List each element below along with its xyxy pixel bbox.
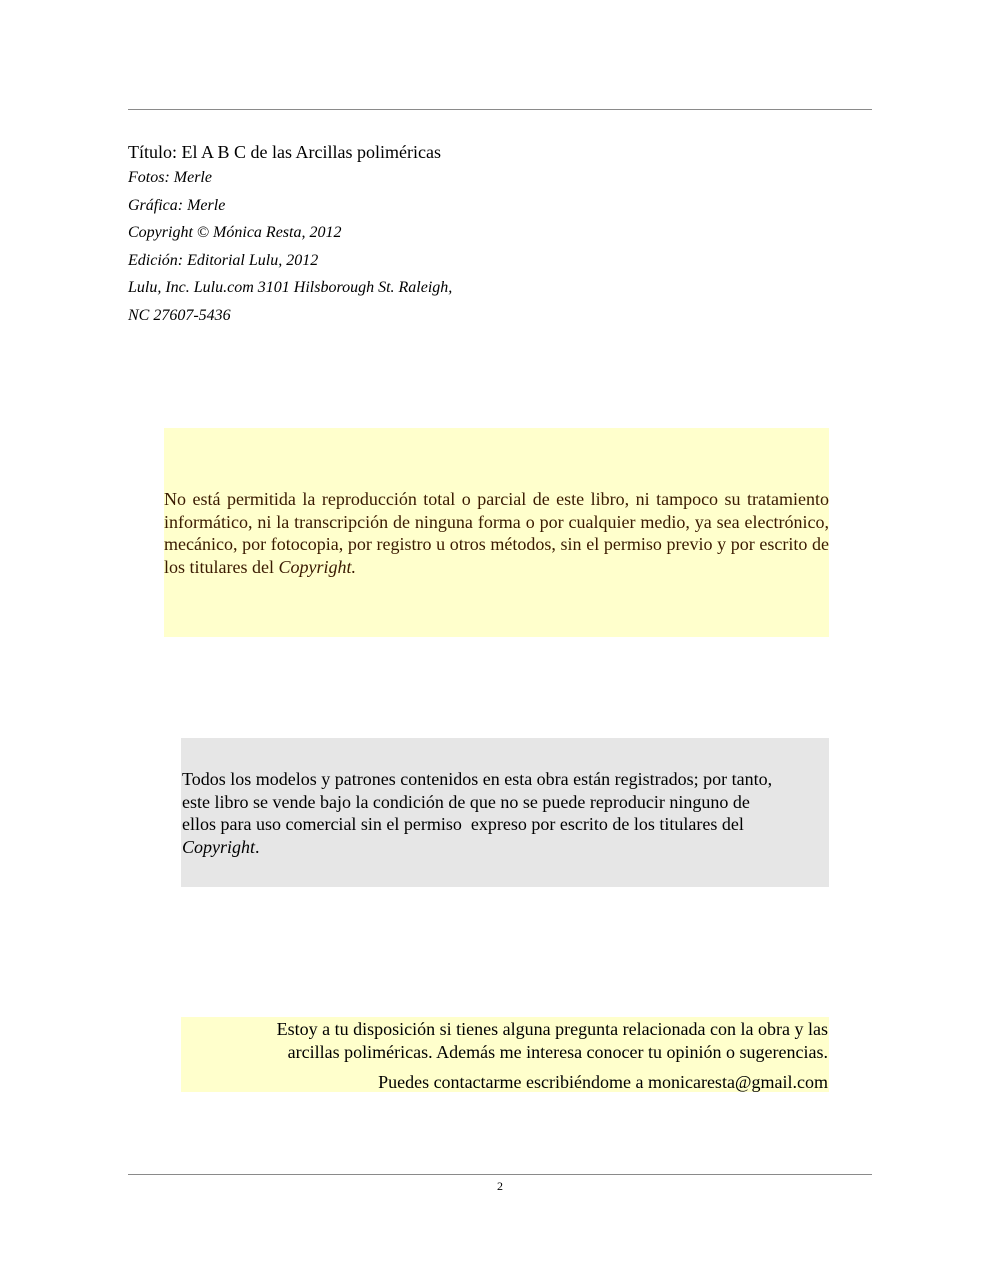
copyright-emphasis: Copyright <box>182 836 256 857</box>
credit-edition: Edición: Editorial Lulu, 2012 <box>128 251 319 269</box>
contact-email-prefix: Puedes contactarme escribiéndome a <box>378 1072 648 1092</box>
credit-graphics: Gráfica: Merle <box>128 196 226 214</box>
models-registered-box <box>181 738 829 887</box>
contact-email-line <box>181 1071 829 1094</box>
book-title: Título: El A B C de las Arcillas poliméricas <box>128 142 441 162</box>
credit-photos: Fotos: Merle <box>128 169 212 186</box>
contact-line-1: Estoy a tu disposición si tienes alguna pregunta relacionada con la obra y las <box>276 1019 828 1039</box>
copyright-emphasis: Copyright. <box>278 556 356 577</box>
models-line-4 <box>181 836 829 859</box>
credit-publisher-zip: NC 27607-5436 <box>128 306 231 324</box>
contact-box <box>181 1017 829 1092</box>
reproduction-notice-body: No está permitida la reproducción total o parcial de este libro, ni tampoco su tratamiento informático, ni la transcripción de ninguna forma o por cualquier medio, ya sea electrónico, mecánico, por fotocopia, por registro u otros métodos, sin el permiso previo y por escrito de los titulares del <box>164 489 829 577</box>
models-trailing: . <box>255 836 260 857</box>
footer-rule <box>128 1174 872 1175</box>
models-line-3: ellos para uso comercial sin el permiso expreso por escrito de los titulares del <box>182 814 744 834</box>
contact-line-2: arcillas poliméricas. Además me interesa conocer tu opinión o sugerencias. <box>287 1041 828 1062</box>
reproduction-notice-text <box>164 488 829 578</box>
page-number: 2 <box>497 1179 503 1193</box>
credit-copyright: Copyright © Mónica Resta, 2012 <box>128 224 342 242</box>
reproduction-notice-box <box>164 428 829 637</box>
models-line-1: Todos los modelos y patrones contenidos en esta obra están registrados; por tanto, <box>182 769 773 789</box>
models-line-2: este libro se vende bajo la condición de que no se puede reproducir ninguno de <box>182 791 750 812</box>
contact-email[interactable]: monicaresta@gmail.com <box>647 1072 828 1092</box>
credit-publisher-address: Lulu, Inc. Lulu.com 3101 Hilsborough St. Raleigh, <box>128 279 453 297</box>
credits-block <box>128 140 728 330</box>
header-rule <box>128 109 872 110</box>
